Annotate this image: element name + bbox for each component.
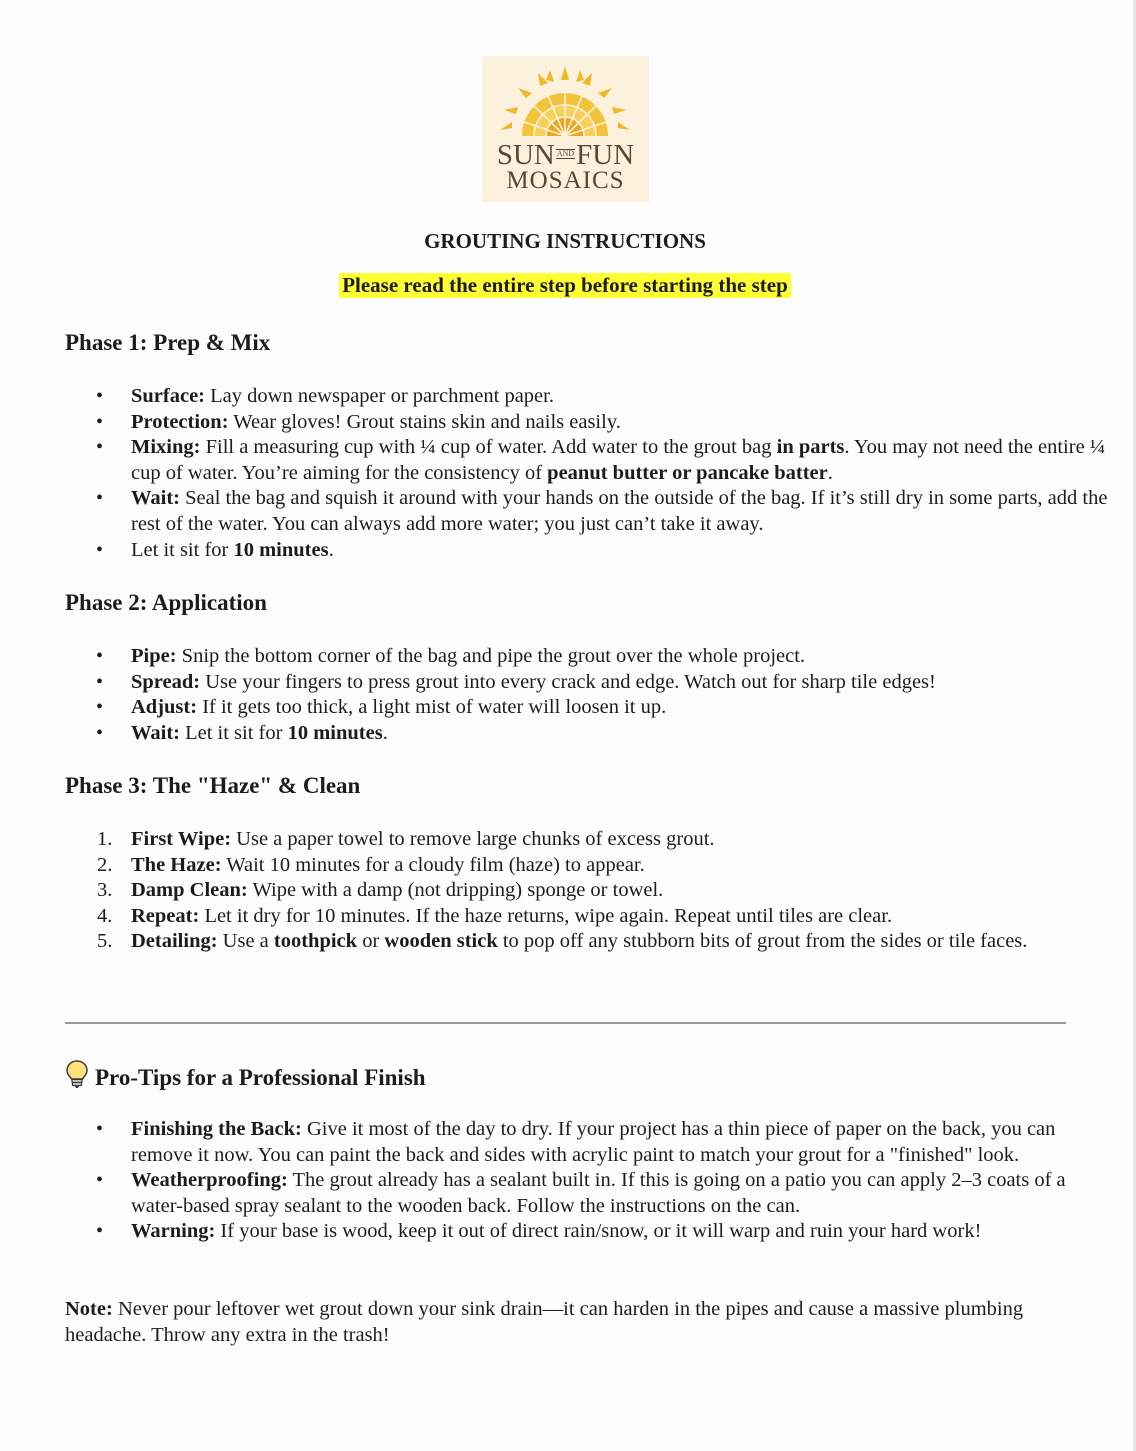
list-item: 1. First Wipe: Use a paper towel to remove large chunks of excess grout.: [0, 827, 1130, 853]
phase-3-list: [0, 827, 1130, 955]
list-item: • Pipe: Snip the bottom corner of the bag and pipe the grout over the whole project.: [0, 644, 1130, 670]
horizontal-divider: [65, 1022, 1066, 1024]
bullet-icon: •: [96, 721, 104, 744]
bullet-icon: •: [96, 487, 104, 510]
list-item: • Surface: Lay down newspaper or parchment paper.: [0, 384, 1130, 410]
list-item: 4. Repeat: Let it dry for 10 minutes. If the haze returns, wipe again. Repeat until tiles are clear.: [0, 904, 1130, 930]
pro-tips-heading: Pro-Tips for a Professional Finish: [65, 1061, 426, 1098]
item-number: 5.: [97, 930, 113, 953]
notice-banner: [0, 273, 1130, 298]
list-item: • Weatherproofing: The grout already has a sealant built in. If this is going on a patio you can apply 2–3 coats of a water-based spray sealant to the wooden back. Follow the instructions on the can.: [96, 1169, 1066, 1217]
sun-and-fun-mosaics-logo: [482, 56, 649, 202]
bullet-icon: •: [96, 1169, 104, 1192]
bullet-icon: •: [96, 538, 104, 561]
phase-3-heading: Phase 3: The "Haze" & Clean: [65, 773, 361, 798]
bullet-icon: •: [96, 385, 104, 407]
logo-line-1: SUN ANDFUN: [496, 139, 635, 171]
list-item: 5. Detailing: Use a toothpick or wooden stick to pop off any stubborn bits of grout from the sides or tile faces.: [0, 929, 1130, 955]
list-item: • Let it sit for 10 minutes.: [0, 538, 1130, 564]
phase-2-list: [0, 644, 1130, 746]
phase-1-heading: Phase 1: Prep & Mix: [65, 330, 271, 355]
phase-2-heading: Phase 2: Application: [65, 590, 267, 615]
bullet-icon: •: [96, 696, 104, 719]
footer-note: Note: Never pour leftover wet grout down your sink drain—it can harden in the pipes and cause a massive plumbing headache. Throw any extra in the trash!: [65, 1298, 1024, 1346]
item-number: 2.: [97, 853, 113, 876]
list-item: 3. Damp Clean: Wipe with a damp (not dripping) sponge or towel.: [0, 878, 1130, 904]
item-number: 4.: [97, 904, 113, 927]
page-title: GROUTING INSTRUCTIONS: [424, 229, 706, 253]
item-number: 1.: [97, 828, 113, 850]
bullet-icon: •: [96, 1118, 104, 1140]
list-item: 2. The Haze: Wait 10 minutes for a cloudy film (haze) to appear.: [0, 853, 1130, 879]
pro-tips-list: [0, 1117, 1130, 1245]
list-item: • Spread: Use your fingers to press grout into every crack and edge. Watch out for sharp tile edges!: [0, 670, 1130, 696]
sun-icon: [482, 56, 649, 146]
bullet-icon: •: [96, 410, 104, 433]
bullet-icon: •: [96, 670, 104, 693]
logo-line-2: MOSAICS: [506, 167, 625, 194]
list-item: • Mixing: Fill a measuring cup with ¼ cup of water. Add water to the grout bag in parts. You may not need the entire ¼ cup of water. You’re aiming for the consistency of peanut butter or pancake batter.: [96, 436, 1106, 484]
highlighted-notice: Please read the entire step before starting the step: [339, 273, 791, 298]
list-item: • Wait: Seal the bag and squish it around with your hands on the outside of the bag. If it’s still dry in some parts, add the rest of the water. You can always add more water; you just can’t take it away.: [96, 487, 1108, 535]
bullet-icon: •: [96, 436, 104, 459]
list-item: • Protection: Wear gloves! Grout stains skin and nails easily.: [0, 410, 1130, 436]
list-item: • Finishing the Back: Give it most of the day to dry. If your project has a thin piece of paper on the back, you can remove it now. You can paint the back and sides with acrylic paint to match your grout for a "finished" look.: [96, 1118, 1056, 1166]
lightbulb-icon: [65, 1059, 89, 1096]
bullet-icon: •: [96, 645, 104, 667]
bullet-icon: •: [96, 1220, 104, 1243]
phase-1-list: [0, 384, 1130, 563]
list-item: • Wait: Let it sit for 10 minutes.: [0, 721, 1130, 747]
list-item: • Adjust: If it gets too thick, a light mist of water will loosen it up.: [0, 695, 1130, 721]
item-number: 3.: [97, 879, 113, 902]
list-item: • Warning: If your base is wood, keep it out of direct rain/snow, or it will warp and ruin your hard work!: [0, 1219, 1130, 1245]
